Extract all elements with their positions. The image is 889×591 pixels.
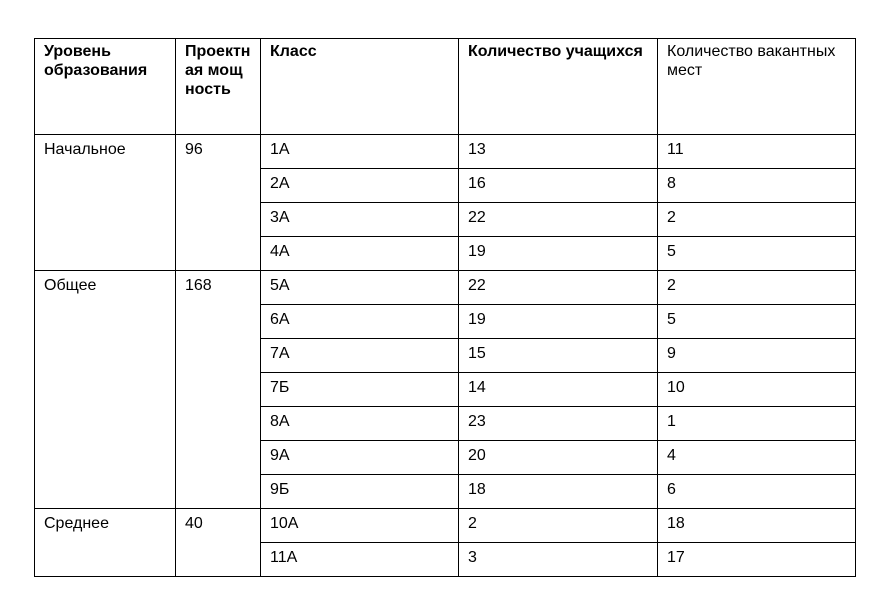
class-cell: 2А <box>261 169 459 203</box>
vacancies-cell: 10 <box>658 373 856 407</box>
class-cell: 7Б <box>261 373 459 407</box>
capacity-cell: 96 <box>176 135 261 271</box>
vacancies-cell: 2 <box>658 203 856 237</box>
table-row <box>35 271 856 305</box>
education-level-cell: Среднее <box>35 509 176 577</box>
header-student-count: Количество учащихся <box>459 39 658 135</box>
class-cell: 11А <box>261 543 459 577</box>
table-row <box>35 135 856 169</box>
education-level-cell: Начальное <box>35 135 176 271</box>
header-design-capacity <box>176 39 261 135</box>
students-cell: 22 <box>459 271 658 305</box>
class-cell: 4А <box>261 237 459 271</box>
students-cell: 3 <box>459 543 658 577</box>
school-capacity-table <box>34 38 856 577</box>
education-level-cell: Общее <box>35 271 176 509</box>
vacancies-cell: 11 <box>658 135 856 169</box>
students-cell: 20 <box>459 441 658 475</box>
class-cell: 9А <box>261 441 459 475</box>
class-cell: 5А <box>261 271 459 305</box>
class-cell: 9Б <box>261 475 459 509</box>
vacancies-cell: 2 <box>658 271 856 305</box>
class-cell: 8А <box>261 407 459 441</box>
header-vacancy-count: Количество вакантных мест <box>658 39 856 135</box>
students-cell: 2 <box>459 509 658 543</box>
class-cell: 7А <box>261 339 459 373</box>
vacancies-cell: 6 <box>658 475 856 509</box>
vacancies-cell: 4 <box>658 441 856 475</box>
vacancies-cell: 8 <box>658 169 856 203</box>
students-cell: 13 <box>459 135 658 169</box>
header-design-capacity-text: Проектная мощность <box>185 43 251 98</box>
vacancies-cell: 5 <box>658 305 856 339</box>
table-row <box>35 509 856 543</box>
vacancies-cell: 5 <box>658 237 856 271</box>
class-cell: 10А <box>261 509 459 543</box>
students-cell: 22 <box>459 203 658 237</box>
students-cell: 23 <box>459 407 658 441</box>
vacancies-cell: 1 <box>658 407 856 441</box>
vacancies-cell: 18 <box>658 509 856 543</box>
students-cell: 16 <box>459 169 658 203</box>
capacity-cell: 40 <box>176 509 261 577</box>
students-cell: 15 <box>459 339 658 373</box>
students-cell: 19 <box>459 237 658 271</box>
students-cell: 18 <box>459 475 658 509</box>
class-cell: 6А <box>261 305 459 339</box>
vacancies-cell: 17 <box>658 543 856 577</box>
capacity-cell: 168 <box>176 271 261 509</box>
class-cell: 3А <box>261 203 459 237</box>
students-cell: 14 <box>459 373 658 407</box>
header-education-level: Уровень образования <box>35 39 176 135</box>
header-class: Класс <box>261 39 459 135</box>
vacancies-cell: 9 <box>658 339 856 373</box>
class-cell: 1А <box>261 135 459 169</box>
header-row <box>35 39 856 135</box>
students-cell: 19 <box>459 305 658 339</box>
